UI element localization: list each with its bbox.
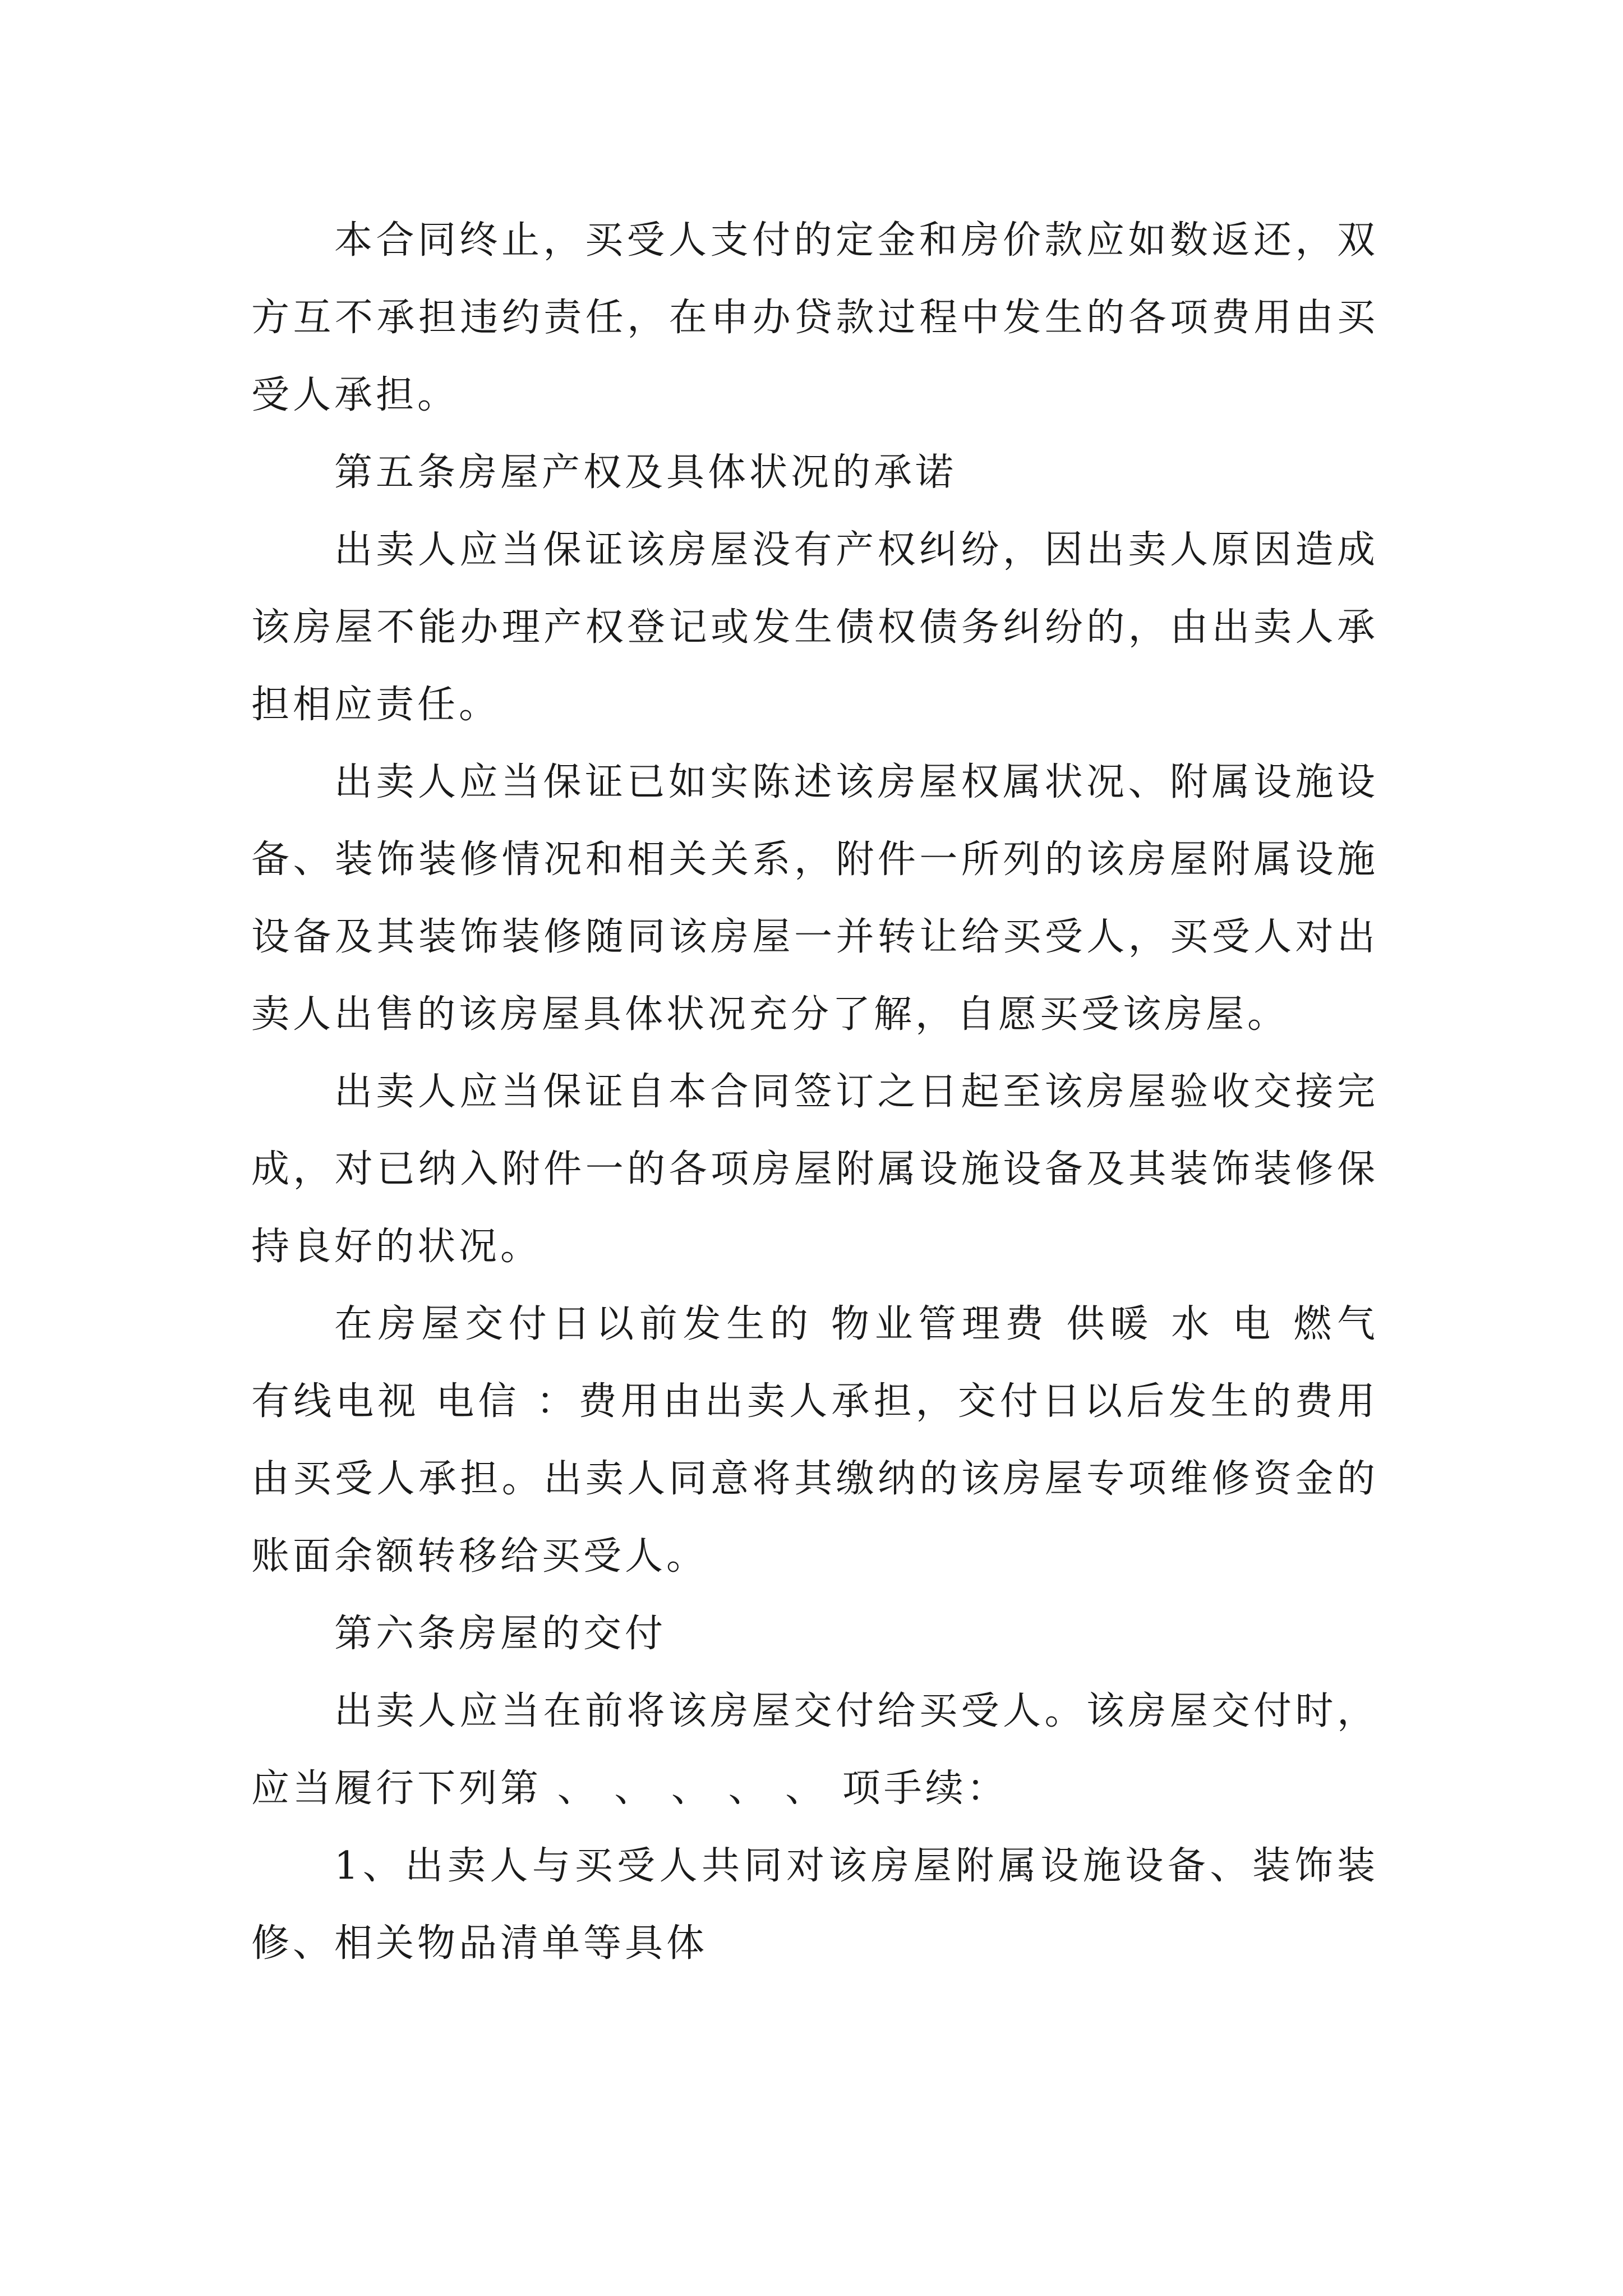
paragraph-joint-inspection: 1、出卖人与买受人共同对该房屋附属设施设备、装饰装修、相关物品清单等具体 <box>251 1844 1378 1966</box>
paragraph-fees-before-delivery: 在房屋交付日以前发生的 物业管理费 供暖 水 电 燃气 有线电视 电信 ：费用由出卖人承担，交付日以后发生的费用由买受人承担。出卖人同意将其缴纳的该房屋专项维修资金的账面余额转移给买受人。 <box>251 1302 1378 1579</box>
paragraph-maintain-facilities: 出卖人应当保证自本合同签订之日起至该房屋验收交接完成，对已纳入附件一的各项房屋附属设施设备及其装饰装修保持良好的状况。 <box>251 1070 1378 1269</box>
paragraph-contract-termination: 本合同终止，买受人支付的定金和房价款应如数返还，双方互不承担违约责任，在申办贷款过程中发生的各项费用由买受人承担。 <box>251 218 1378 417</box>
paragraph-property-condition-statement: 出卖人应当保证已如实陈述该房屋权属状况、附属设施设备、装饰装修情况和相关关系，附件一所列的该房屋附属设施设备及其装饰装修随同该房屋一并转让给买受人，买受人对出卖人出售的该房屋具体状况充分了解，自愿买受该房屋。 <box>251 760 1378 1037</box>
paragraph-property-rights-guarantee: 出卖人应当保证该房屋没有产权纠纷，因出卖人原因造成该房屋不能办理产权登记或发生债权债务纠纷的，由出卖人承担相应责任。 <box>251 528 1378 727</box>
heading-article-6: 第六条房屋的交付 <box>334 1612 667 1656</box>
heading-article-5: 第五条房屋产权及具体状况的承诺 <box>334 450 957 495</box>
document-body <box>251 202 1378 1982</box>
paragraph-delivery-procedures: 出卖人应当在前将该房屋交付给买受人。该房屋交付时，应当履行下列第 、 、 、 、 、 项手续： <box>251 1689 1378 1811</box>
